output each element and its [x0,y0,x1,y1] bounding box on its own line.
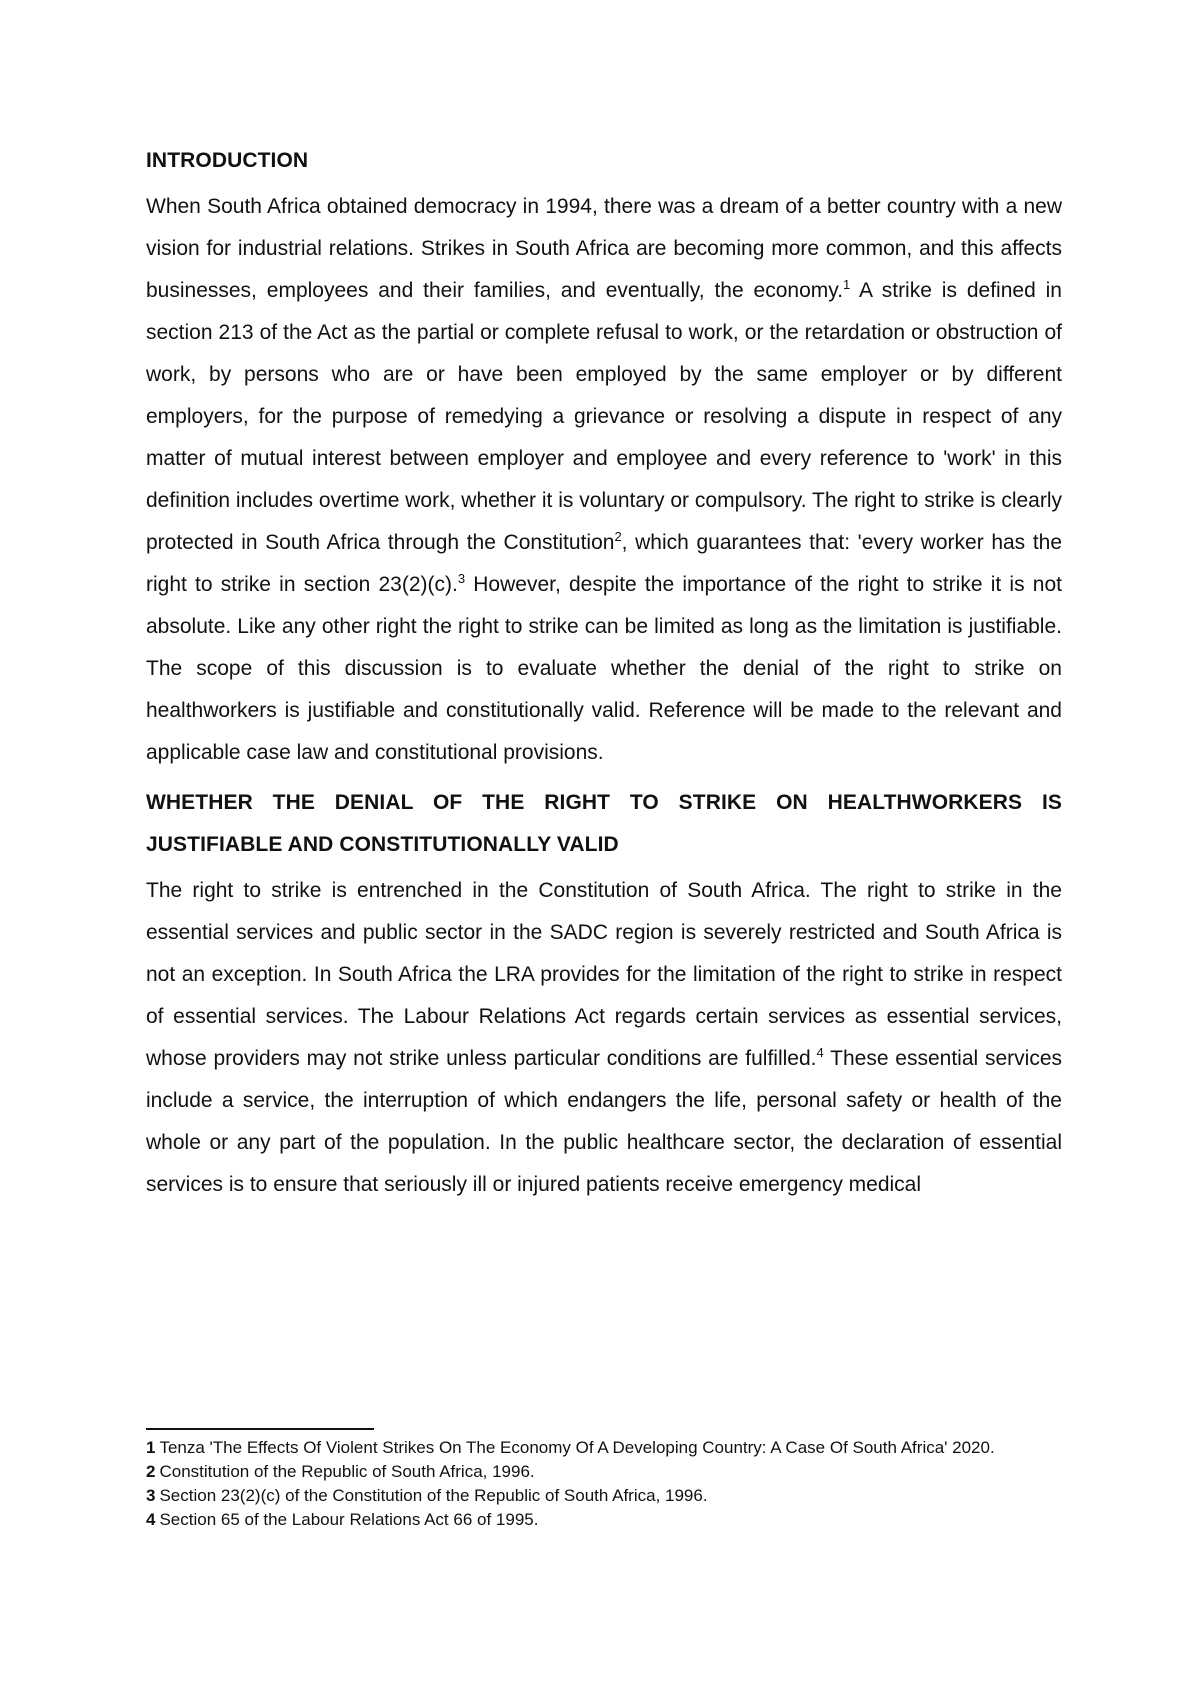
footnote-ref-4[interactable]: 4 [816,1045,824,1060]
introduction-heading: INTRODUCTION [146,149,309,172]
footnote-number: 4 [146,1510,156,1529]
section-paragraph [146,870,1062,1206]
footnote-2 [146,1460,1062,1484]
intro-text-3: , which guarantees that: 'every worker has the right to strike in section 23(2)(c). [146,531,1063,596]
footnote-3 [146,1484,1062,1508]
footnote-number: 1 [146,1438,156,1457]
footnote-1 [146,1436,1062,1460]
footnote-text: Constitution of the Republic of South Africa, 1996. [159,1462,535,1481]
introduction-paragraph [146,186,1062,774]
footnote-4 [146,1508,1062,1532]
footnote-separator [146,1428,374,1430]
footnote-text: Section 65 of the Labour Relations Act 66 of 1995. [159,1510,539,1529]
section-heading: WHETHER THE DENIAL OF THE RIGHT TO STRIKE ON HEALTHWORKERS IS JUSTIFIABLE AND CONSTITUTIONALLY VALID [146,791,1062,856]
footnote-number: 2 [146,1462,156,1481]
intro-text-1: When South Africa obtained democracy in 1994, there was a dream of a better country with a new vision for industrial relations. Strikes in South Africa are becoming more common, and this affects businesses, employees and their families, and eventually, the economy. [146,195,1062,302]
footnote-ref-1[interactable]: 1 [843,277,851,292]
section-text-1: The right to strike is entrenched in the Constitution of South Africa. The right to strike in the essential services and public sector in the SADC region is severely restricted and South Africa is not an exception. In South Africa the LRA provides for the limitation of the right to strike in respect of essential services. The Labour Relations Act regards certain services as essential services, whose providers may not strike unless particular conditions are fulfilled. [146,879,1062,1070]
document-page [146,140,1062,1206]
footnote-text: Section 23(2)(c) of the Constitution of the Republic of South Africa, 1996. [159,1486,708,1505]
intro-text-4: However, despite the importance of the right to strike it is not absolute. Like any other right the right to strike can be limited as long as the limitation is justifiable. The scope of this discussion is to evaluate whether the denial of the right to strike on healthworkers is justifiable and constitutionally valid. Reference will be made to the relevant and applicable case law and constitutional provisions. [146,573,1062,764]
intro-text-2: A strike is defined in section 213 of the Act as the partial or complete refusal to work, or the retardation or obstruction of work, by persons who are or have been employed by the same employer or by different employers, for the purpose of remedying a grievance or resolving a dispute in respect of any matter of mutual interest between employer and employee and every reference to 'work' in this definition includes overtime work, whether it is voluntary or compulsory. The right to strike is clearly protected in South Africa through the Constitution [146,279,1062,554]
footnote-ref-2[interactable]: 2 [614,529,622,544]
footnote-number: 3 [146,1486,156,1505]
footnote-ref-3[interactable]: 3 [457,571,466,586]
footnotes-area [146,1428,1062,1532]
section-text-2: These essential services include a service, the interruption of which endangers the life, personal safety or health of the whole or any part of the population. In the public healthcare sector, the declaration of essential services is to ensure that seriously ill or injured patients receive emergency medical [146,1047,1062,1196]
footnote-text: Tenza 'The Effects Of Violent Strikes On The Economy Of A Developing Country: A Case Of South Africa' 2020. [159,1438,995,1457]
